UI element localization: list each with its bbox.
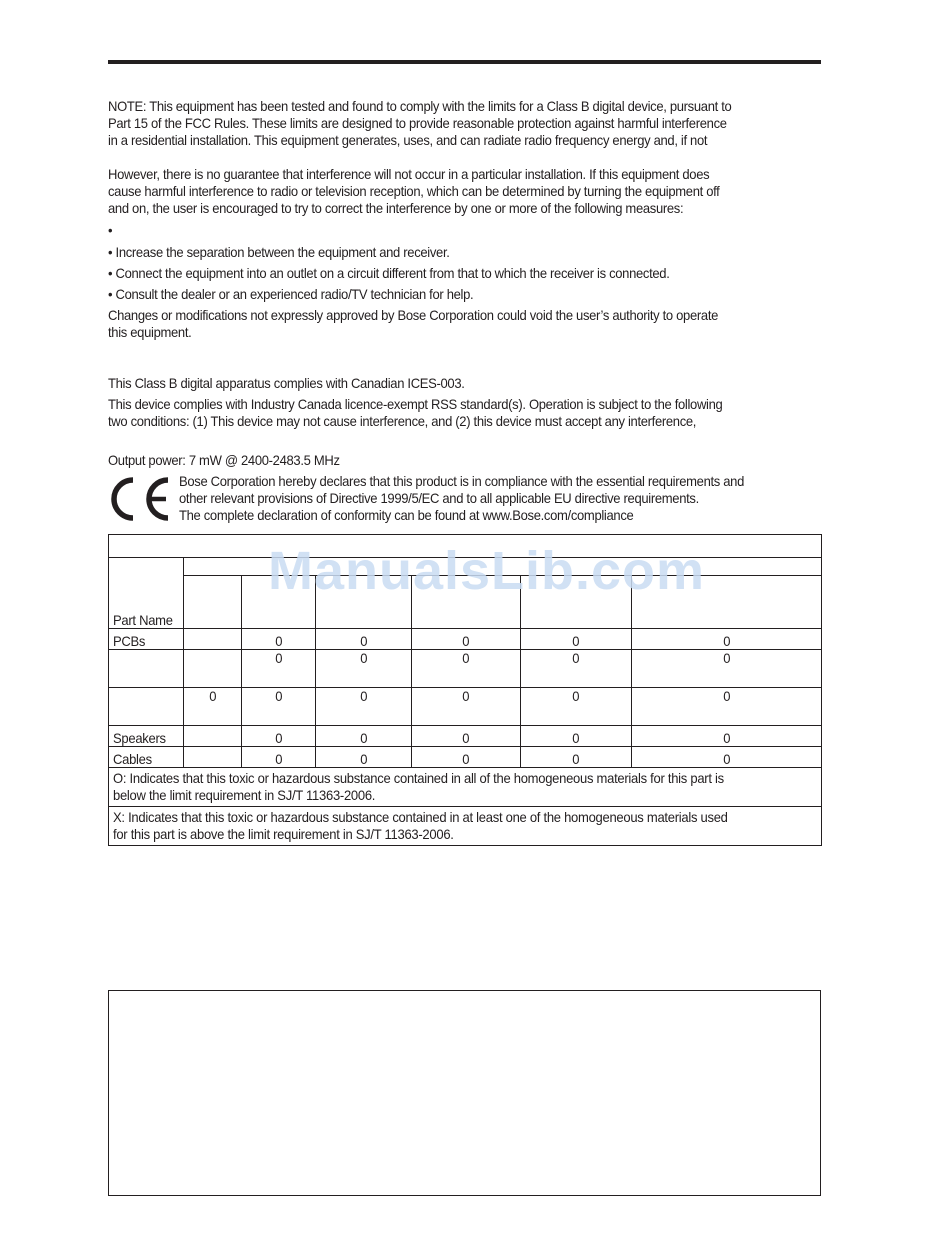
value-cell: 0: [242, 688, 316, 726]
canada-rss-paragraph: [108, 396, 815, 430]
table-note-row: [109, 807, 822, 846]
value-cell: 0: [632, 688, 822, 726]
table-row: [109, 747, 822, 768]
fcc-however-line: However, there is no guarantee that interference will not occur in a particular installation. If this equipment does: [108, 166, 710, 182]
value-cell: [184, 629, 242, 650]
ce-declaration-line: Bose Corporation hereby declares that this product is in compliance with the essential requirements and: [179, 473, 745, 489]
value-cell: [184, 747, 242, 768]
watermark[interactable]: ManualsLib.com: [268, 541, 706, 601]
part-name-header: Part Name: [109, 558, 184, 629]
bullet-item: • Increase the separation between the equipment and receiver.: [108, 244, 450, 260]
canada-ices-statement: This Class B digital apparatus complies with Canadian ICES-003.: [108, 375, 465, 391]
bullet-item: •: [108, 222, 113, 238]
fcc-note-paragraph: [108, 98, 815, 149]
table-row: [109, 629, 822, 650]
note-x-line: X: Indicates that this toxic or hazardous substance contained in at least one of the homogeneous materials used: [113, 809, 728, 825]
ce-declaration-line: The complete declaration of conformity can be found at www.Bose.com/compliance: [179, 507, 634, 523]
ce-mark-icon: [108, 476, 172, 522]
fcc-however-paragraph: [108, 166, 815, 217]
value-cell: [184, 650, 242, 688]
fcc-however-line: and on, the user is encouraged to try to correct the interference by one or more of the following measures:: [108, 200, 684, 216]
fcc-note-line: NOTE: This equipment has been tested and found to comply with the limits for a Class B digital device, pursuant to: [108, 98, 732, 114]
fcc-changes-line: this equipment.: [108, 324, 192, 340]
value-cell: 0: [521, 650, 632, 688]
bullet-item: • Consult the dealer or an experienced radio/TV technician for help.: [108, 286, 474, 302]
value-cell: 0: [521, 747, 632, 768]
note-o-cell: [109, 768, 822, 807]
value-cell: 0: [412, 747, 521, 768]
value-cell: 0: [184, 688, 242, 726]
table-row: [109, 650, 822, 688]
fcc-note-line: Part 15 of the FCC Rules. These limits are designed to provide reasonable protection against harmful interference: [108, 115, 727, 131]
note-o-line: O: Indicates that this toxic or hazardous substance contained in all of the homogeneous materials for this part is: [113, 770, 724, 786]
table-row: [109, 726, 822, 747]
part-name-cell: Speakers: [109, 726, 184, 747]
value-cell: 0: [316, 629, 412, 650]
fcc-changes-line: Changes or modifications not expressly approved by Bose Corporation could void the user’s authority to operate: [108, 307, 719, 323]
top-rule: [108, 60, 821, 64]
value-cell: 0: [521, 629, 632, 650]
value-cell: [184, 726, 242, 747]
value-cell: 0: [521, 726, 632, 747]
value-cell: 0: [242, 726, 316, 747]
value-cell: 0: [316, 688, 412, 726]
value-cell: 0: [412, 629, 521, 650]
canada-rss-line: This device complies with Industry Canada licence-exempt RSS standard(s). Operation is subject to the following: [108, 396, 723, 412]
value-cell: 0: [632, 747, 822, 768]
note-x-line: for this part is above the limit requirement in SJ/T 11363-2006.: [113, 826, 454, 842]
value-cell: 0: [412, 688, 521, 726]
value-cell: 0: [242, 650, 316, 688]
part-name-cell: Cables: [109, 747, 184, 768]
empty-bottom-box: [108, 990, 821, 1196]
value-cell: 0: [242, 629, 316, 650]
value-cell: 0: [242, 747, 316, 768]
bullet-item: • Connect the equipment into an outlet on a circuit different from that to which the receiver is connected.: [108, 265, 670, 281]
value-cell: 0: [316, 650, 412, 688]
value-cell: 0: [632, 629, 822, 650]
value-cell: 0: [316, 747, 412, 768]
part-name-cell: PCBs: [109, 629, 184, 650]
value-cell: 0: [412, 650, 521, 688]
note-x-cell: [109, 807, 822, 846]
note-o-line: below the limit requirement in SJ/T 11363-2006.: [113, 787, 376, 803]
value-cell: 0: [316, 726, 412, 747]
ce-declaration: [179, 473, 744, 524]
fcc-changes-paragraph: [108, 307, 815, 341]
fcc-note-line: in a residential installation. This equipment generates, uses, and can radiate radio frequency energy and, if not: [108, 132, 708, 148]
value-cell: 0: [632, 726, 822, 747]
table-row: [109, 688, 822, 726]
ce-declaration-line: other relevant provisions of Directive 1999/5/EC and to all applicable EU directive requirements.: [179, 490, 699, 506]
output-power: Output power: 7 mW @ 2400-2483.5 MHz: [108, 452, 340, 468]
part-name-cell: [109, 650, 184, 688]
value-cell: 0: [632, 650, 822, 688]
fcc-however-line: cause harmful interference to radio or television reception, which can be determined by turning the equipment off: [108, 183, 720, 199]
value-cell: 0: [521, 688, 632, 726]
part-name-cell: [109, 688, 184, 726]
value-cell: 0: [412, 726, 521, 747]
table-note-row: [109, 768, 822, 807]
canada-rss-line: two conditions: (1) This device may not cause interference, and (2) this device must accept any interference,: [108, 413, 697, 429]
substance-header: [184, 576, 242, 629]
